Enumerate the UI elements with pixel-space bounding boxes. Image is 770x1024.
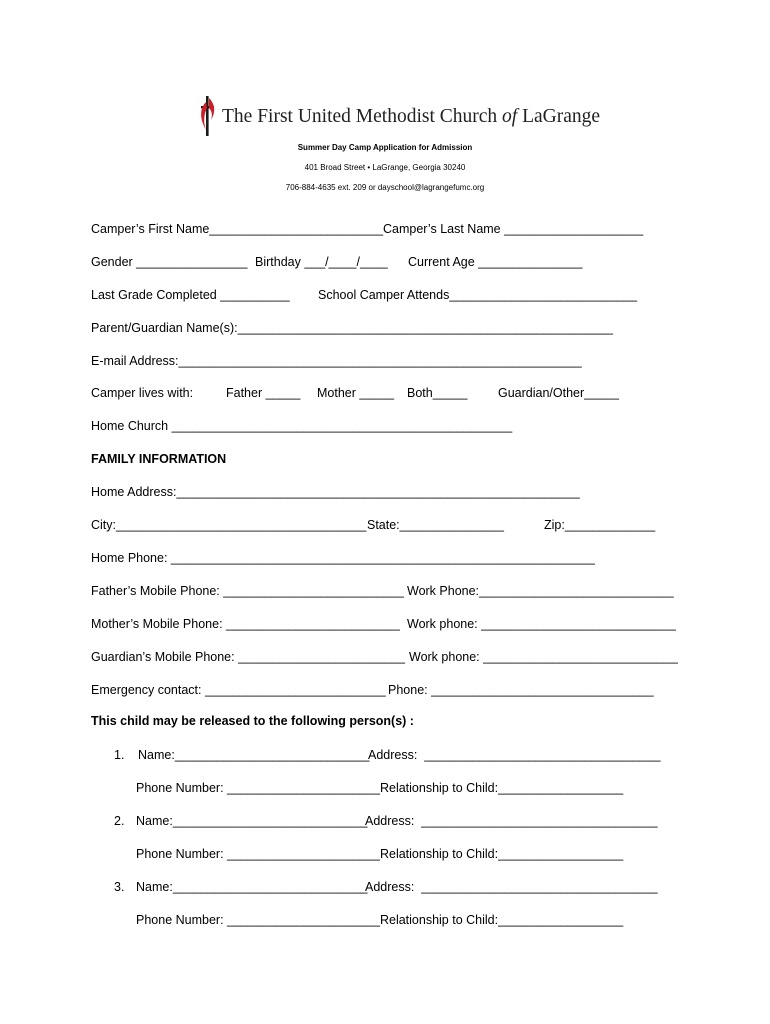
- school-field[interactable]: School Camper Attends___________________________: [318, 288, 638, 302]
- release-phone-field[interactable]: Phone Number: ______________________Relationship to Child:__________________: [136, 781, 624, 795]
- state-field[interactable]: State:_______________: [367, 518, 504, 532]
- release-name-field[interactable]: Name:____________________________: [138, 748, 370, 762]
- release-phone-field[interactable]: Phone Number: ______________________Relationship to Child:__________________: [136, 913, 624, 927]
- home-phone-field[interactable]: Home Phone: _____________________________________________________________: [91, 551, 595, 565]
- family-info-heading: FAMILY INFORMATION: [91, 452, 227, 466]
- guardian-mobile-field[interactable]: Guardian’s Mobile Phone: ________________________: [91, 650, 405, 664]
- church-address: 401 Broad Street • LaGrange, Georgia 30240: [304, 163, 466, 172]
- email-field[interactable]: E-mail Address:__________________________________________________________: [91, 354, 582, 368]
- both-option[interactable]: Both_____: [407, 386, 468, 400]
- church-contact: 706-884-4635 ext. 209 or dayschool@lagrangefumc.org: [285, 183, 485, 192]
- release-name-field[interactable]: Name:____________________________: [136, 880, 368, 894]
- gender-field[interactable]: Gender ________________: [91, 255, 248, 269]
- home-address-field[interactable]: Home Address:__________________________________________________________: [91, 485, 580, 499]
- release-address-field[interactable]: Address: __________________________________: [368, 748, 661, 762]
- church-name: The First United Methodist Church of LaGrange: [222, 106, 601, 127]
- father-mobile-field[interactable]: Father’s Mobile Phone: __________________________: [91, 584, 405, 598]
- mother-option[interactable]: Mother _____: [317, 386, 395, 400]
- release-phone-field[interactable]: Phone Number: ______________________Relationship to Child:__________________: [136, 847, 624, 861]
- cross-flame-icon: [198, 94, 218, 138]
- first-name-field[interactable]: Camper’s First Name_________________________: [91, 222, 384, 236]
- guardian-other-option[interactable]: Guardian/Other_____: [498, 386, 619, 400]
- release-number: 1.: [114, 748, 125, 762]
- parent-names-field[interactable]: Parent/Guardian Name(s):______________________________________________________: [91, 321, 613, 335]
- birthday-field[interactable]: Birthday ___/____/____: [255, 255, 388, 269]
- last-name-field[interactable]: Camper’s Last Name ____________________: [383, 222, 644, 236]
- release-number: 2.: [114, 814, 125, 828]
- release-number: 3.: [114, 880, 125, 894]
- zip-field[interactable]: Zip:_____________: [544, 518, 656, 532]
- release-name-field[interactable]: Name:____________________________: [136, 814, 368, 828]
- emergency-contact-field[interactable]: Emergency contact: __________________________: [91, 683, 386, 697]
- mother-mobile-field[interactable]: Mother’s Mobile Phone: _________________________: [91, 617, 400, 631]
- grade-field[interactable]: Last Grade Completed __________: [91, 288, 290, 302]
- current-age-field[interactable]: Current Age _______________: [408, 255, 583, 269]
- form-title: Summer Day Camp Application for Admission: [297, 143, 473, 152]
- release-address-field[interactable]: Address: __________________________________: [365, 880, 658, 894]
- father-work-field[interactable]: Work Phone:____________________________: [407, 584, 674, 598]
- city-field[interactable]: City:____________________________________: [91, 518, 367, 532]
- mother-work-field[interactable]: Work phone: ____________________________: [407, 617, 676, 631]
- home-church-field[interactable]: Home Church _________________________________________________: [91, 419, 513, 433]
- emergency-phone-field[interactable]: Phone: ________________________________: [388, 683, 654, 697]
- release-heading: This child may be released to the following person(s) :: [91, 714, 414, 728]
- guardian-work-field[interactable]: Work phone: ____________________________: [409, 650, 678, 664]
- father-option[interactable]: Father _____: [226, 386, 301, 400]
- lives-with-label: Camper lives with:: [91, 386, 194, 400]
- release-address-field[interactable]: Address: __________________________________: [365, 814, 658, 828]
